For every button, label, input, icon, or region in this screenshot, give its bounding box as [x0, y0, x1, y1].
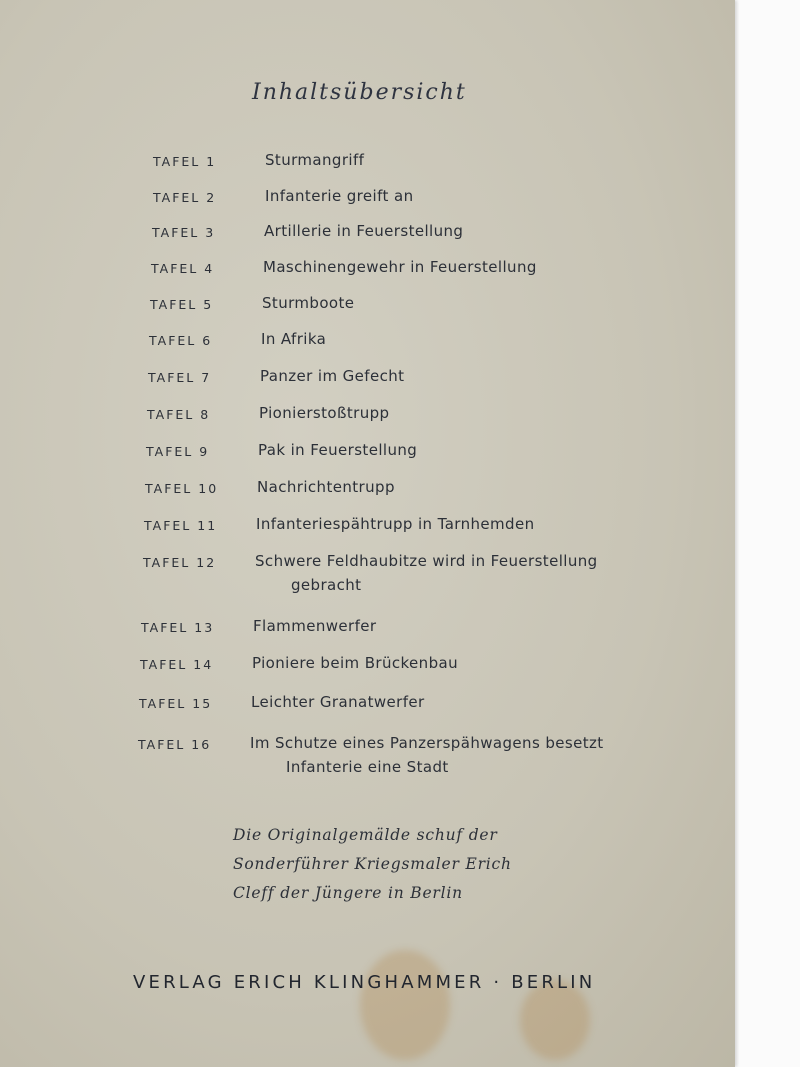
plate-title: Pionierstoßtrupp — [259, 404, 390, 422]
plate-title: In Afrika — [261, 330, 327, 348]
page-title: Inhaltsübersicht — [252, 80, 467, 105]
plate-label: TAFEL 16 — [138, 737, 212, 752]
plate-label: TAFEL 15 — [139, 696, 213, 711]
credit-line: Die Originalgemälde schuf der — [233, 826, 498, 844]
plate-title-continued: gebracht — [291, 576, 362, 594]
credit-line: Sonderführer Kriegsmaler Erich — [233, 855, 512, 873]
plate-label: TAFEL 5 — [150, 297, 214, 312]
plate-title: Flammenwerfer — [253, 617, 377, 635]
plate-label: TAFEL 7 — [148, 370, 212, 385]
plate-title: Infanteriespähtrupp in Tarnhemden — [256, 515, 535, 533]
plate-title-continued: Infanterie eine Stadt — [286, 758, 449, 776]
plate-label: TAFEL 2 — [153, 190, 217, 205]
plate-label: TAFEL 3 — [152, 225, 216, 240]
publisher: VERLAG ERICH KLINGHAMMER · BERLIN — [133, 972, 596, 993]
plate-label: TAFEL 14 — [140, 657, 214, 672]
plate-title: Artillerie in Feuerstellung — [264, 222, 464, 240]
plate-title: Panzer im Gefecht — [260, 367, 405, 385]
plate-label: TAFEL 6 — [149, 333, 213, 348]
plate-title: Maschinengewehr in Feuerstellung — [263, 258, 537, 276]
plate-title: Pak in Feuerstellung — [258, 441, 418, 459]
plate-title: Sturmangriff — [265, 151, 365, 169]
plate-label: TAFEL 10 — [145, 481, 219, 496]
plate-label: TAFEL 12 — [143, 555, 217, 570]
plate-title: Schwere Feldhaubitze wird in Feuerstellung — [255, 552, 598, 570]
plate-label: TAFEL 11 — [144, 518, 218, 533]
stain — [360, 950, 450, 1060]
plate-label: TAFEL 8 — [147, 407, 211, 422]
credit-line: Cleff der Jüngere in Berlin — [233, 884, 463, 902]
plate-title: Sturmboote — [262, 294, 355, 312]
plate-title: Leichter Granatwerfer — [251, 693, 425, 711]
plate-title: Pioniere beim Brückenbau — [252, 654, 459, 672]
plate-label: TAFEL 13 — [141, 620, 215, 635]
plate-title: Infanterie greift an — [265, 187, 414, 205]
plate-title: Nachrichtentrupp — [257, 478, 395, 496]
plate-label: TAFEL 1 — [153, 154, 217, 169]
plate-label: TAFEL 9 — [146, 444, 210, 459]
plate-label: TAFEL 4 — [151, 261, 215, 276]
plate-title: Im Schutze eines Panzerspähwagens besetzt — [250, 734, 604, 752]
